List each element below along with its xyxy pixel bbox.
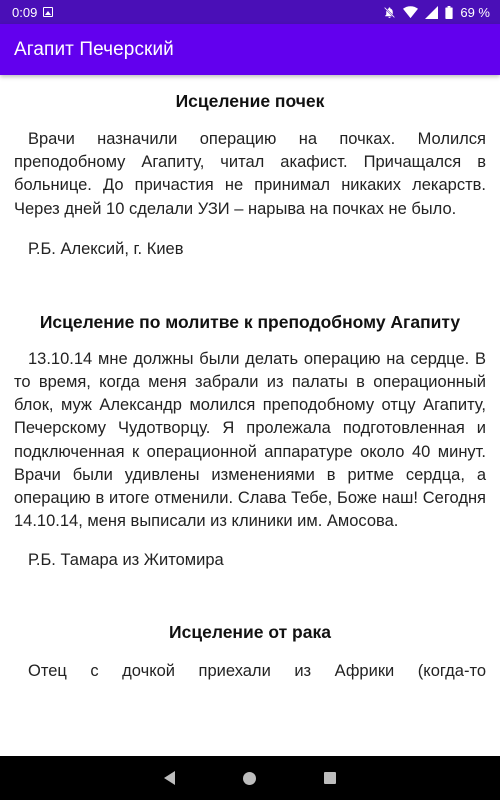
back-icon[interactable] — [164, 771, 175, 785]
section-cancer — [0, 572, 500, 683]
bell-off-icon — [383, 6, 396, 19]
section-text: Врачи назначили операцию на почках. Молился преподобному Агапиту, читал акафист. Причащался в больнице. До причастия не принимал никаких лекарств. Через дней 10 сделали УЗИ – нарыва на почках не было. — [14, 130, 486, 218]
status-time: 0:09 — [12, 4, 38, 20]
battery-percent: 69 % — [460, 4, 490, 20]
navigation-bar — [0, 756, 500, 800]
section-prayer — [0, 261, 500, 573]
section-title: Исцеление от рака — [169, 622, 331, 643]
app-title: Агапит Печерский — [14, 38, 174, 60]
content-scroll[interactable] — [0, 75, 500, 756]
recent-apps-icon[interactable] — [324, 772, 336, 784]
battery-icon — [445, 6, 453, 19]
section-signature: Р.Б. Алексий, г. Киев — [28, 239, 184, 258]
image-icon — [43, 7, 53, 17]
home-icon[interactable] — [243, 772, 256, 785]
wifi-icon — [403, 6, 418, 19]
section-text: Отец с дочкой приехали из Африки (когда-то — [28, 662, 486, 681]
app-bar — [0, 24, 500, 75]
section-signature: Р.Б. Тамара из Житомира — [28, 551, 224, 570]
section-title: Исцеление по молитве к преподобному Агапиту — [39, 311, 461, 332]
status-bar — [0, 0, 500, 24]
section-text: 13.10.14 мне должны были делать операцию на сердце. В то время, когда меня забрали из палаты в операционный блок, муж Александр молился преподобному отцу Агапиту, Печерскому Чудотворцу. Я пролежала подготовленная и подключенная к операционной аппаратуре около 40 минут. Врачи были удивлены изменениями в ритме сердца, а операцию в итоге отменили. Слава Тебе, Боже наш! Сегодня 14.10.14, меня выписали из клиники им. Амосова. — [14, 349, 486, 531]
section-title: Исцеление почек — [175, 91, 325, 111]
section-kidney — [0, 75, 500, 261]
signal-icon — [425, 6, 438, 19]
